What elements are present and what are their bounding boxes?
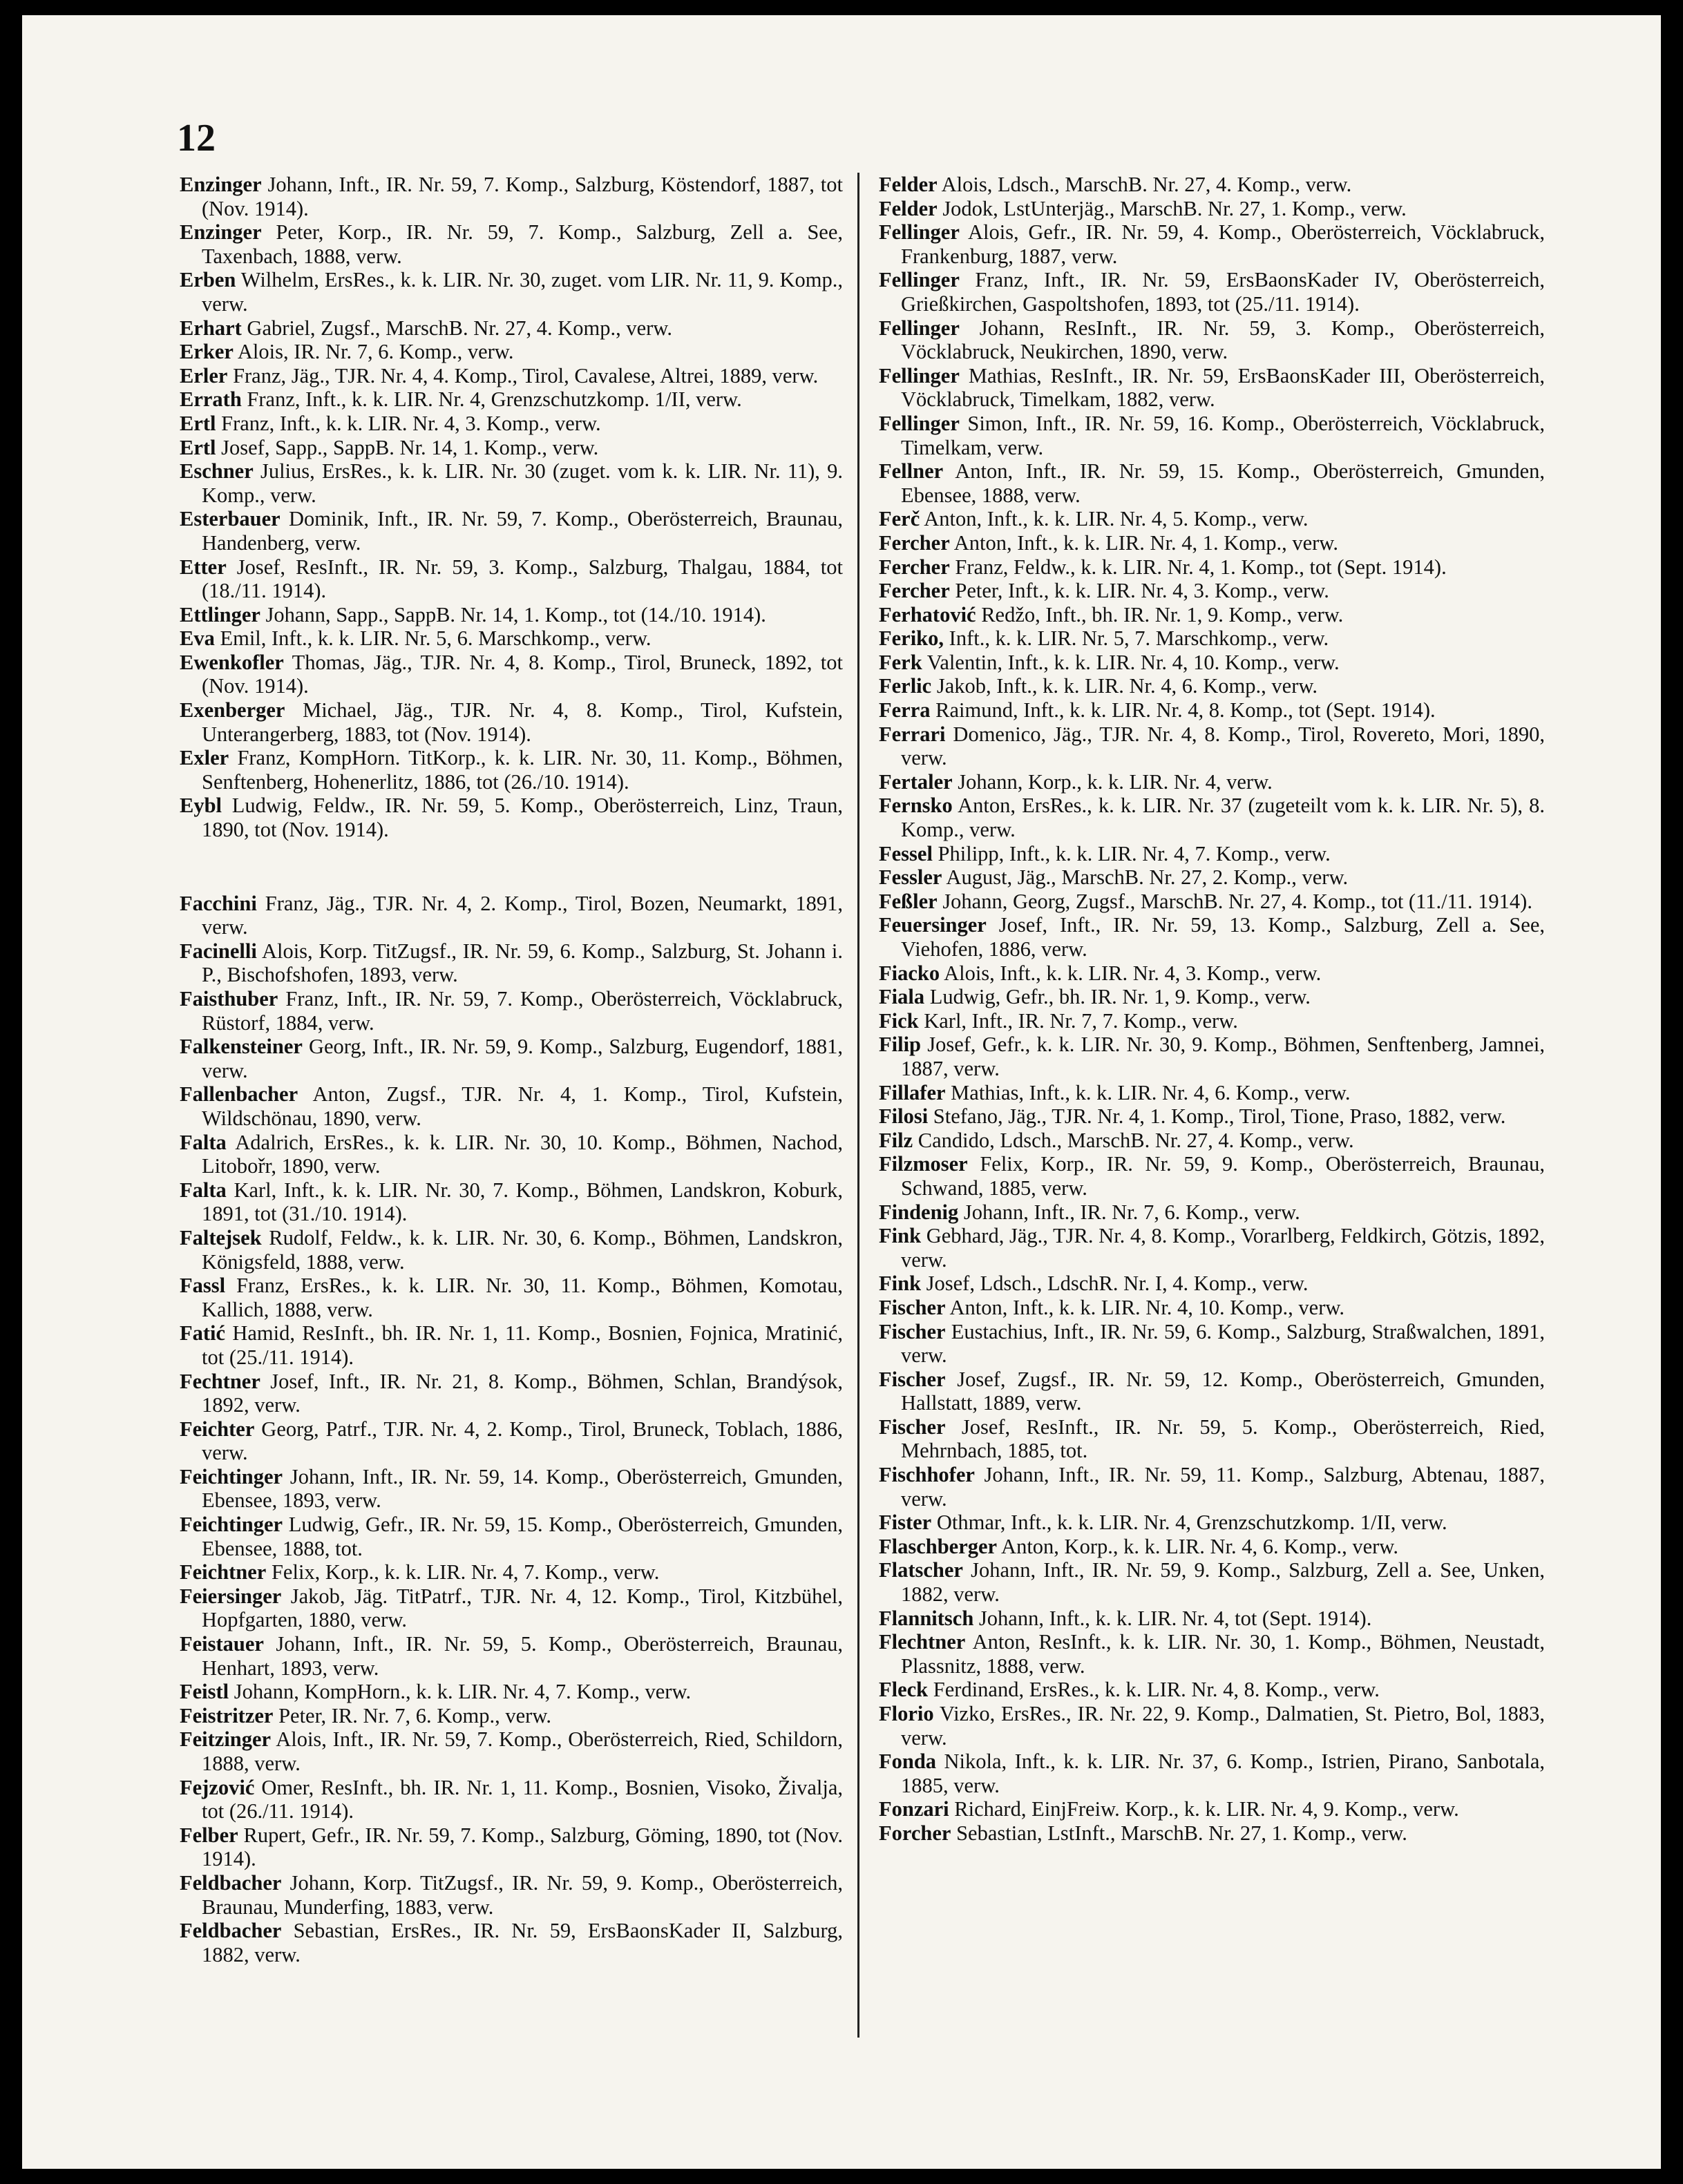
entry-surname: Ferlic <box>879 674 932 698</box>
entry-details: Felix, Korp., IR. Nr. 59, 9. Komp., Oberösterreich, Braunau, Schwand, 1885, verw. <box>901 1152 1545 1200</box>
list-entry <box>879 794 1545 841</box>
entry-details: Franz, Inft., IR. Nr. 59, ErsBaonsKader IV, Oberösterreich, Grießkirchen, Gaspoltshofen, 1893, tot (25./11. 1914). <box>901 268 1545 316</box>
entry-details: Alois, Inft., k. k. LIR. Nr. 4, 3. Komp., verw. <box>944 961 1322 985</box>
entry-surname: Feuersinger <box>879 913 987 937</box>
list-entry <box>879 1511 1545 1535</box>
entry-details: Anton, Inft., IR. Nr. 59, 15. Komp., Oberösterreich, Gmunden, Ebensee, 1888, verw. <box>901 459 1545 507</box>
entry-surname: Erker <box>180 340 234 364</box>
entry-details: Peter, IR. Nr. 7, 6. Komp., verw. <box>278 1703 552 1727</box>
entry-details: Vizko, ErsRes., IR. Nr. 22, 9. Komp., Dalmatien, St. Pietro, Bol, 1883, verw. <box>901 1702 1545 1750</box>
entry-details: Adalrich, ErsRes., k. k. LIR. Nr. 30, 10. Komp., Böhmen, Nachod, Litobořr, 1890, verw. <box>202 1130 843 1178</box>
entry-surname: Flannitsch <box>879 1606 974 1630</box>
entry-details: Johann, Korp. TitZugsf., IR. Nr. 59, 9. Komp., Oberösterreich, Braunau, Munderfing, 1883, verw. <box>202 1870 844 1919</box>
entry-surname: Fleck <box>879 1678 929 1702</box>
entry-details: Felix, Korp., k. k. LIR. Nr. 4, 7. Komp., verw. <box>271 1560 660 1584</box>
entry-surname: Fellinger <box>879 363 960 387</box>
list-entry <box>180 1823 843 1871</box>
list-entry <box>879 1152 1545 1200</box>
entry-surname: Fejzović <box>180 1775 255 1799</box>
entry-surname: Enzinger <box>180 220 262 245</box>
entry-surname: Fechtner <box>180 1369 260 1393</box>
list-entry <box>180 1321 843 1369</box>
entry-surname: Fercher <box>879 530 950 555</box>
entry-surname: Fiacko <box>879 961 940 985</box>
entry-details: Sebastian, LstInft., MarschB. Nr. 27, 1. Komp., verw. <box>956 1821 1407 1845</box>
entry-group-e <box>180 173 843 842</box>
entry-details: Hamid, ResInft., bh. IR. Nr. 1, 11. Komp., Bosnien, Fojnica, Mratinić, tot (25./11. 1914). <box>202 1321 844 1369</box>
entry-details: Eustachius, Inft., IR. Nr. 59, 6. Komp., Salzburg, Straßwalchen, 1891, verw. <box>901 1319 1546 1368</box>
entry-details: Johann, Inft., k. k. LIR. Nr. 4, tot (Sept. 1914). <box>978 1606 1372 1630</box>
entry-surname: Fallenbacher <box>180 1082 298 1107</box>
entry-surname: Fister <box>879 1511 932 1535</box>
entry-details: Josef, Ldsch., LdschR. Nr. I, 4. Komp., verw. <box>926 1272 1309 1296</box>
entry-surname: Fernsko <box>879 794 953 818</box>
entry-surname: Felber <box>180 1823 238 1847</box>
entry-surname: Feistritzer <box>180 1703 274 1727</box>
entry-surname: Facchini <box>180 891 257 915</box>
entry-details: Georg, Patrf., TJR. Nr. 4, 2. Komp., Tirol, Bruneck, Toblach, 1886, verw. <box>202 1417 844 1465</box>
entry-surname: Fischhofer <box>879 1463 975 1487</box>
list-entry <box>180 1082 843 1130</box>
list-entry <box>879 1607 1545 1631</box>
entry-group-f <box>180 892 843 1967</box>
entry-surname: Filip <box>879 1033 922 1057</box>
entry-details: Johann, Korp., k. k. LIR. Nr. 4, verw. <box>958 769 1273 794</box>
list-entry <box>180 1513 843 1560</box>
entry-surname: Fessel <box>879 841 933 865</box>
entry-details: Emil, Inft., k. k. LIR. Nr. 5, 6. Marschkomp., verw. <box>220 626 652 651</box>
entry-details: Othmar, Inft., k. k. LIR. Nr. 4, Grenzschutzkomp. 1/II, verw. <box>936 1511 1447 1535</box>
entry-details: Mathias, Inft., k. k. LIR. Nr. 4, 6. Komp., verw. <box>951 1080 1351 1104</box>
list-entry <box>180 555 843 603</box>
list-entry <box>879 459 1545 507</box>
entry-details: Franz, KompHorn. TitKorp., k. k. LIR. Nr. 30, 11. Komp., Böhmen, Senftenberg, Hohenerlitz, 1886, tot (26./10. 1914). <box>202 746 843 794</box>
entry-details: Rudolf, Feldw., k. k. LIR. Nr. 30, 6. Komp., Böhmen, Landskron, Königsfeld, 1888, verw. <box>202 1225 843 1274</box>
list-entry <box>879 531 1545 555</box>
entry-details: Alois, IR. Nr. 7, 6. Komp., verw. <box>237 340 514 364</box>
list-entry <box>879 1320 1545 1368</box>
entry-details: Simon, Inft., IR. Nr. 59, 16. Komp., Oberösterreich, Vöcklabruck, Timelkam, verw. <box>901 411 1546 459</box>
entry-details: Anton, Korp., k. k. LIR. Nr. 4, 6. Komp., verw. <box>1001 1534 1398 1558</box>
entry-surname: Fatić <box>180 1321 226 1345</box>
entry-surname: Feistl <box>180 1680 229 1704</box>
entry-surname: Fonzari <box>879 1797 949 1821</box>
list-entry <box>180 1035 843 1082</box>
list-entry <box>180 1704 843 1728</box>
document-page <box>22 15 1661 2169</box>
entry-surname: Eybl <box>180 794 222 818</box>
entry-surname: Exler <box>180 746 229 770</box>
list-entry <box>180 746 843 794</box>
page-number: 12 <box>177 117 216 160</box>
list-entry <box>879 197 1545 221</box>
entry-details: Jodok, LstUnterjäg., MarschB. Nr. 27, 1. Komp., verw. <box>942 196 1407 220</box>
entry-surname: Feldbacher <box>180 1919 282 1943</box>
entry-surname: Eva <box>180 626 215 651</box>
list-entry <box>879 1129 1545 1153</box>
entry-surname: Feldbacher <box>180 1870 282 1895</box>
entry-details: Philipp, Inft., k. k. LIR. Nr. 4, 7. Komp., verw. <box>938 841 1331 865</box>
entry-details: Anton, Zugsf., TJR. Nr. 4, 1. Komp., Tirol, Kufstein, Wildschönau, 1890, verw. <box>202 1082 843 1130</box>
entry-surname: Ferra <box>879 698 931 722</box>
entry-surname: Falta <box>180 1130 227 1154</box>
list-entry <box>879 579 1545 603</box>
list-entry <box>879 555 1545 579</box>
list-entry <box>879 722 1545 770</box>
entry-surname: Falkensteiner <box>180 1035 303 1059</box>
list-entry <box>879 1702 1545 1750</box>
entry-details: Josef, ResInft., IR. Nr. 59, 5. Komp., Oberösterreich, Ried, Mehrnbach, 1885, tot. <box>901 1415 1546 1463</box>
list-entry <box>879 1558 1545 1606</box>
entry-details: Franz, Inft., IR. Nr. 59, 7. Komp., Oberösterreich, Vöcklabruck, Rüstorf, 1884, verw. <box>202 987 843 1035</box>
entry-details: Alois, Korp. TitZugsf., IR. Nr. 59, 6. Komp., Salzburg, St. Johann i. P., Bischofshofen, 1893, verw. <box>202 939 843 987</box>
entry-surname: Erben <box>180 268 236 292</box>
list-entry <box>879 1368 1545 1415</box>
entry-surname: Fercher <box>879 555 950 579</box>
entry-surname: Feiersinger <box>180 1584 282 1608</box>
list-entry <box>180 436 843 460</box>
list-entry <box>180 340 843 364</box>
entry-surname: Fellner <box>879 459 944 483</box>
entry-surname: Flechtner <box>879 1630 966 1654</box>
entry-surname: Faisthuber <box>180 987 278 1010</box>
entry-surname: Ertl <box>180 411 216 435</box>
entry-details: Josef, Inft., IR. Nr. 59, 13. Komp., Salzburg, Zell a. See, Viehofen, 1886, verw. <box>901 913 1545 961</box>
entry-details: Gebhard, Jäg., TJR. Nr. 4, 8. Komp., Vorarlberg, Feldkirch, Götzis, 1892, verw. <box>901 1224 1545 1272</box>
entry-details: Richard, EinjFreiw. Korp., k. k. LIR. Nr. 4, 9. Komp., verw. <box>954 1797 1459 1821</box>
list-entry <box>180 1417 843 1465</box>
list-entry <box>879 316 1545 364</box>
list-entry <box>879 507 1545 531</box>
list-entry <box>180 626 843 651</box>
entry-surname: Florio <box>879 1702 934 1725</box>
list-entry <box>180 1584 843 1632</box>
entry-details: Thomas, Jäg., TJR. Nr. 4, 8. Komp., Tirol, Bruneck, 1892, tot (Nov. 1914). <box>202 650 843 698</box>
entry-surname: Erhart <box>180 316 242 340</box>
entry-surname: Esterbauer <box>180 507 280 531</box>
entry-details: Ludwig, Gefr., IR. Nr. 59, 15. Komp., Oberösterreich, Gmunden, Ebensee, 1888, tot. <box>202 1513 844 1560</box>
entry-surname: Facinelli <box>180 939 257 963</box>
entry-surname: Feichtner <box>180 1560 267 1584</box>
left-column <box>180 173 843 1966</box>
list-entry <box>879 674 1545 698</box>
entry-details: Josef, Gefr., k. k. LIR. Nr. 30, 9. Komp., Böhmen, Senftenberg, Jamnei, 1887, verw. <box>901 1033 1545 1080</box>
right-column <box>879 173 1545 1846</box>
entry-surname: Fink <box>879 1224 922 1248</box>
entry-surname: Ferhatović <box>879 602 976 626</box>
list-entry <box>879 220 1545 268</box>
entry-details: Johann, Inft., IR. Nr. 59, 11. Komp., Salzburg, Abtenau, 1887, verw. <box>901 1463 1546 1511</box>
list-entry <box>879 1463 1545 1511</box>
entry-details: Josef, Sapp., SappB. Nr. 14, 1. Komp., verw. <box>221 435 599 459</box>
column-divider <box>857 173 859 2038</box>
entry-details: Mathias, ResInft., IR. Nr. 59, ErsBaonsKader III, Oberösterreich, Vöcklabruck, Timelkam, 1882, verw. <box>901 363 1545 412</box>
list-entry <box>879 961 1545 986</box>
entry-surname: Feichtinger <box>180 1464 283 1488</box>
entry-details: Johann, Inft., IR. Nr. 7, 6. Komp., verw. <box>963 1200 1300 1224</box>
entry-surname: Filosi <box>879 1104 929 1129</box>
entry-surname: Findenig <box>879 1200 959 1224</box>
entry-surname: Feriko, <box>879 626 944 651</box>
entry-details: Domenico, Jäg., TJR. Nr. 4, 8. Komp., Tirol, Rovereto, Mori, 1890, verw. <box>901 722 1545 770</box>
entry-details: Wilhelm, ErsRes., k. k. LIR. Nr. 30, zuget. vom LIR. Nr. 11, 9. Komp., verw. <box>202 268 843 316</box>
entry-details: Redžo, Inft., bh. IR. Nr. 1, 9. Komp., verw. <box>981 602 1344 626</box>
list-entry <box>180 603 843 627</box>
entry-details: Ludwig, Feldw., IR. Nr. 59, 5. Komp., Oberösterreich, Linz, Traun, 1890, tot (Nov. 1914). <box>202 794 843 842</box>
list-entry <box>180 412 843 436</box>
list-entry <box>180 1226 843 1274</box>
entry-details: Franz, ErsRes., k. k. LIR. Nr. 30, 11. Komp., Böhmen, Komotau, Kallich, 1888, verw. <box>202 1274 843 1321</box>
list-entry <box>180 1727 843 1775</box>
entry-surname: Fillafer <box>879 1080 946 1104</box>
list-entry <box>180 459 843 507</box>
entry-surname: Fertaler <box>879 769 953 794</box>
entry-details: Karl, Inft., k. k. LIR. Nr. 30, 7. Komp., Böhmen, Landskron, Koburk, 1891, tot (31./10. 1914). <box>202 1178 844 1226</box>
list-entry <box>180 1131 843 1178</box>
entry-surname: Faltejsek <box>180 1225 262 1249</box>
entry-details: Karl, Inft., IR. Nr. 7, 7. Komp., verw. <box>924 1008 1238 1033</box>
entry-details: Anton, ResInft., k. k. LIR. Nr. 30, 1. Komp., Böhmen, Neustadt, Plassnitz, 1888, verw. <box>901 1630 1545 1678</box>
entry-details: Alois, Inft., IR. Nr. 59, 7. Komp., Oberösterreich, Ried, Schildorn, 1888, verw. <box>202 1727 843 1775</box>
entry-details: Johann, Inft., IR. Nr. 59, 7. Komp., Salzburg, Köstendorf, 1887, tot (Nov. 1914). <box>202 173 844 220</box>
list-entry <box>180 1178 843 1226</box>
entry-details: Franz, Inft., k. k. LIR. Nr. 4, 3. Komp., verw. <box>221 411 601 435</box>
list-entry <box>879 865 1545 890</box>
list-entry <box>180 1776 843 1823</box>
entry-surname: Fellinger <box>879 220 960 245</box>
list-entry <box>879 842 1545 866</box>
entry-details: Josef, ResInft., IR. Nr. 59, 3. Komp., Salzburg, Thalgau, 1884, tot (18./11. 1914). <box>202 555 844 603</box>
entry-details: August, Jäg., MarschB. Nr. 27, 2. Komp., verw. <box>946 865 1349 890</box>
entry-details: Ferdinand, ErsRes., k. k. LIR. Nr. 4, 8. Komp., verw. <box>933 1678 1380 1702</box>
entry-surname: Erler <box>180 363 228 387</box>
list-entry <box>879 1750 1545 1797</box>
entry-surname: Felder <box>879 196 938 220</box>
entry-surname: Fick <box>879 1008 919 1033</box>
entry-details: Rupert, Gefr., IR. Nr. 59, 7. Komp., Salzburg, Göming, 1890, tot (Nov. 1914). <box>202 1823 843 1871</box>
entry-surname: Fink <box>879 1272 922 1296</box>
list-entry <box>879 890 1545 914</box>
entry-details: Ludwig, Gefr., bh. IR. Nr. 1, 9. Komp., verw. <box>929 985 1311 1009</box>
entry-surname: Fellinger <box>879 268 960 292</box>
entry-surname: Forcher <box>879 1821 951 1845</box>
entry-details: Peter, Inft., k. k. LIR. Nr. 4, 3. Komp., verw. <box>955 579 1329 603</box>
entry-surname: Feichtinger <box>180 1513 283 1537</box>
list-entry <box>180 1919 843 1966</box>
entry-details: Franz, Jäg., TJR. Nr. 4, 4. Komp., Tirol, Cavalese, Altrei, 1889, verw. <box>233 363 819 387</box>
entry-surname: Feitzinger <box>180 1727 272 1752</box>
entry-details: Inft., k. k. LIR. Nr. 5, 7. Marschkomp., verw. <box>949 626 1329 651</box>
list-entry <box>879 626 1545 651</box>
entry-surname: Ferk <box>879 650 922 674</box>
list-entry <box>879 1821 1545 1846</box>
list-entry <box>180 892 843 939</box>
entry-details: Sebastian, ErsRes., IR. Nr. 59, ErsBaonsKader II, Salzburg, 1882, verw. <box>202 1919 843 1966</box>
list-entry <box>879 1535 1545 1559</box>
entry-details: Peter, Korp., IR. Nr. 59, 7. Komp., Salzburg, Zell a. See, Taxenbach, 1888, verw. <box>202 220 844 268</box>
entry-surname: Feichter <box>180 1417 255 1441</box>
entry-details: Jakob, Inft., k. k. LIR. Nr. 4, 6. Komp., verw. <box>936 674 1318 698</box>
list-entry <box>879 1415 1545 1463</box>
entry-surname: Falta <box>180 1178 227 1202</box>
list-entry <box>180 939 843 987</box>
entry-details: Franz, Jäg., TJR. Nr. 4, 2. Komp., Tirol, Bozen, Neumarkt, 1891, verw. <box>202 891 843 939</box>
entry-details: Johann, Inft., IR. Nr. 59, 14. Komp., Oberösterreich, Gmunden, Ebensee, 1893, verw. <box>202 1464 843 1513</box>
entry-surname: Fischer <box>879 1295 946 1319</box>
entry-details: Franz, Inft., k. k. LIR. Nr. 4, Grenzschutzkomp. 1/II, verw. <box>247 387 742 412</box>
list-entry <box>879 1104 1545 1129</box>
entry-surname: Fischer <box>879 1367 946 1391</box>
entry-surname: Fischer <box>879 1415 946 1439</box>
entry-surname: Ewenkofler <box>180 650 284 674</box>
list-entry <box>879 1200 1545 1225</box>
list-entry <box>879 1009 1545 1033</box>
entry-details: Johann, Sapp., SappB. Nr. 14, 1. Komp., tot (14./10. 1914). <box>265 602 766 626</box>
entry-surname: Feistauer <box>180 1632 264 1656</box>
entry-details: Johann, Georg, Zugsf., MarschB. Nr. 27, 4. Komp., tot (11./11. 1914). <box>942 889 1532 913</box>
entry-details: Michael, Jäg., TJR. Nr. 4, 8. Komp., Tirol, Kufstein, Unterangerberg, 1883, tot (Nov. 1914). <box>202 698 844 746</box>
list-entry <box>879 1678 1545 1702</box>
entry-details: Georg, Inft., IR. Nr. 59, 9. Komp., Salzburg, Eugendorf, 1881, verw. <box>202 1035 843 1082</box>
list-entry <box>879 1033 1545 1080</box>
entry-details: Anton, Inft., k. k. LIR. Nr. 4, 1. Komp., verw. <box>953 530 1338 555</box>
entry-surname: Fonda <box>879 1750 937 1774</box>
list-entry <box>180 220 843 268</box>
entry-details: Josef, Zugsf., IR. Nr. 59, 12. Komp., Oberösterreich, Gmunden, Hallstatt, 1889, verw. <box>901 1367 1546 1415</box>
list-entry <box>180 364 843 388</box>
list-entry <box>879 173 1545 197</box>
entry-details: Johann, Inft., IR. Nr. 59, 9. Komp., Salzburg, Zell a. See, Unken, 1882, verw. <box>901 1558 1545 1607</box>
list-entry <box>180 268 843 316</box>
entry-surname: Filz <box>879 1128 913 1152</box>
list-entry <box>879 412 1545 459</box>
entry-surname: Ferč <box>879 507 920 531</box>
list-entry <box>180 698 843 746</box>
entry-surname: Fischer <box>879 1319 946 1343</box>
list-entry <box>879 364 1545 412</box>
list-entry <box>879 651 1545 675</box>
list-entry <box>180 1465 843 1513</box>
list-entry <box>879 603 1545 627</box>
list-entry <box>180 1871 843 1919</box>
entry-details: Omer, ResInft., bh. IR. Nr. 1, 11. Komp., Bosnien, Visoko, Živalja, tot (26./11. 1914). <box>202 1775 844 1823</box>
list-entry <box>180 173 843 220</box>
entry-details: Candido, Ldsch., MarschB. Nr. 27, 4. Komp., verw. <box>917 1128 1354 1152</box>
entry-details: Alois, Gefr., IR. Nr. 59, 4. Komp., Oberösterreich, Vöcklabruck, Frankenburg, 1887, verw. <box>901 220 1546 268</box>
entry-surname: Flatscher <box>879 1558 963 1582</box>
entry-details: Gabriel, Zugsf., MarschB. Nr. 27, 4. Komp., verw. <box>247 316 672 340</box>
entry-details: Anton, Inft., k. k. LIR. Nr. 4, 10. Komp., verw. <box>949 1295 1345 1319</box>
list-entry <box>180 651 843 698</box>
entry-surname: Fassl <box>180 1274 226 1298</box>
list-entry <box>879 1797 1545 1821</box>
list-entry <box>879 985 1545 1009</box>
entry-details: Johann, ResInft., IR. Nr. 59, 3. Komp., Oberösterreich, Vöcklabruck, Neukirchen, 1890, verw. <box>901 316 1545 364</box>
entry-surname: Fellinger <box>879 411 960 435</box>
list-entry <box>180 1370 843 1417</box>
entry-details: Nikola, Inft., k. k. LIR. Nr. 37, 6. Komp., Istrien, Pirano, Sanbotala, 1885, verw. <box>901 1750 1545 1797</box>
list-entry <box>879 1224 1545 1272</box>
entry-surname: Fiala <box>879 985 925 1009</box>
entry-surname: Ferrari <box>879 722 946 746</box>
list-entry <box>879 1272 1545 1296</box>
list-entry <box>879 913 1545 961</box>
list-entry <box>180 1632 843 1680</box>
entry-details: Anton, Inft., k. k. LIR. Nr. 4, 5. Komp., verw. <box>924 507 1309 531</box>
entry-details: Valentin, Inft., k. k. LIR. Nr. 4, 10. Komp., verw. <box>926 650 1340 674</box>
entry-surname: Feßler <box>879 889 938 913</box>
entry-surname: Filzmoser <box>879 1152 968 1176</box>
entry-surname: Fellinger <box>879 316 960 340</box>
list-entry <box>879 1296 1545 1320</box>
list-entry <box>180 987 843 1035</box>
entry-surname: Errath <box>180 387 242 412</box>
list-entry <box>180 507 843 555</box>
entry-details: Raimund, Inft., k. k. LIR. Nr. 4, 8. Komp., tot (Sept. 1914). <box>935 698 1436 722</box>
list-entry <box>879 268 1545 316</box>
list-entry <box>879 698 1545 722</box>
list-entry <box>180 1274 843 1321</box>
entry-details: Johann, KompHorn., k. k. LIR. Nr. 4, 7. Komp., verw. <box>234 1680 692 1704</box>
entry-details: Dominik, Inft., IR. Nr. 59, 7. Komp., Oberösterreich, Braunau, Handenberg, verw. <box>202 507 843 555</box>
entry-details: Jakob, Jäg. TitPatrf., TJR. Nr. 4, 12. Komp., Tirol, Kitzbühel, Hopfgarten, 1880, verw. <box>202 1584 844 1632</box>
entry-surname: Ertl <box>180 435 216 459</box>
entry-details: Stefano, Jäg., TJR. Nr. 4, 1. Komp., Tirol, Tione, Praso, 1882, verw. <box>933 1104 1506 1129</box>
entry-details: Anton, ErsRes., k. k. LIR. Nr. 37 (zugeteilt vom k. k. LIR. Nr. 5), 8. Komp., verw. <box>901 794 1545 842</box>
entry-details: Josef, Inft., IR. Nr. 21, 8. Komp., Böhmen, Schlan, Brandýsok, 1892, verw. <box>202 1369 843 1417</box>
entry-surname: Ettlinger <box>180 602 260 626</box>
list-entry <box>879 1630 1545 1678</box>
list-entry <box>180 1560 843 1584</box>
entry-surname: Enzinger <box>180 173 262 196</box>
entry-details: Julius, ErsRes., k. k. LIR. Nr. 30 (zuget. vom k. k. LIR. Nr. 11), 9. Komp., verw. <box>202 459 844 507</box>
entry-details: Franz, Feldw., k. k. LIR. Nr. 4, 1. Komp., tot (Sept. 1914). <box>955 555 1447 579</box>
list-entry <box>879 770 1545 794</box>
list-entry <box>180 1680 843 1704</box>
entry-surname: Fessler <box>879 865 942 890</box>
entry-surname: Flaschberger <box>879 1534 998 1558</box>
entry-surname: Etter <box>180 555 227 579</box>
entry-surname: Exenberger <box>180 698 285 722</box>
entry-surname: Fercher <box>879 579 950 603</box>
list-entry <box>180 794 843 841</box>
list-entry <box>180 316 843 341</box>
entry-details: Johann, Inft., IR. Nr. 59, 5. Komp., Oberösterreich, Braunau, Henhart, 1893, verw. <box>202 1632 844 1680</box>
entry-surname: Felder <box>879 173 938 196</box>
section-gap <box>180 842 843 892</box>
entry-details: Alois, Ldsch., MarschB. Nr. 27, 4. Komp., verw. <box>941 173 1352 196</box>
list-entry <box>180 387 843 412</box>
list-entry <box>879 1081 1545 1105</box>
entry-surname: Eschner <box>180 459 254 483</box>
